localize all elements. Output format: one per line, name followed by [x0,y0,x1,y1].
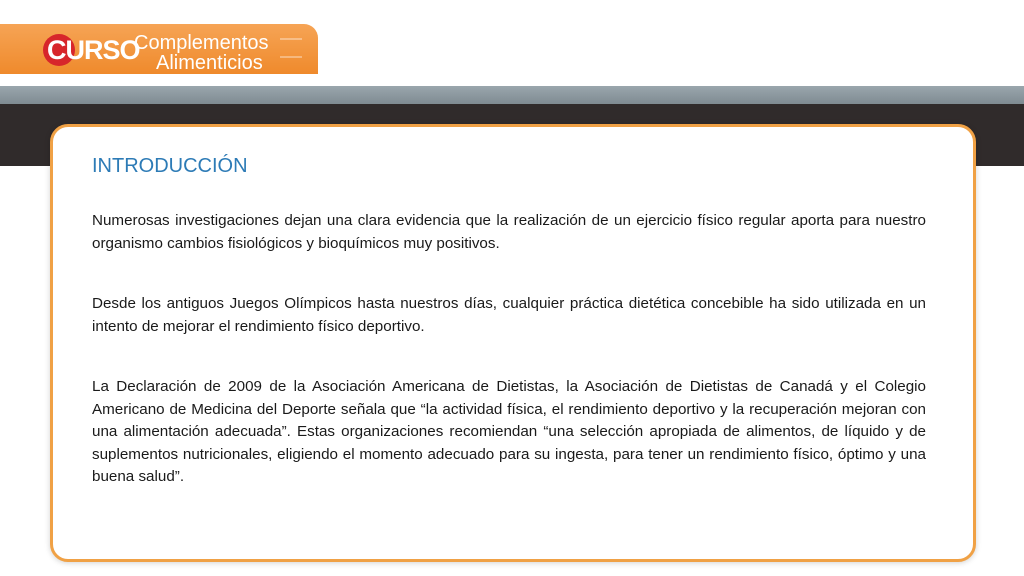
paragraph-2: Desde los antiguos Juegos Olímpicos hasta nuestros días, cualquier práctica dietética concebible ha sido utilizada en un intento de mejorar el rendimiento físico deportivo. [92,295,926,335]
course-title-line2: Alimenticios [156,52,263,74]
content-card [50,124,976,562]
paragraph-1: Numerosas investigaciones dejan una clara evidencia que la realización de un ejercicio físico regular aporta para nuestro organismo cambios fisiológicos y bioquímicos muy positivos. [92,212,926,252]
section-title: INTRODUCCIÓN [92,155,248,177]
paragraph-3: La Declaración de 2009 de la Asociación Americana de Dietistas, la Asociación de Dietistas de Canadá y el Colegio Americano de Medicina del Deporte señala que “la actividad física, el rendimiento deportivo y la recuperación mejoran con una alimentación adecuada”. Estas organizaciones recomiendan “una selección apropiada de alimentos, de líquido y de suplementos nutricionales, eligiendo el momento adecuado para su ingesta, para tener un rendimiento físico, óptimo y una buena salud”. [92,378,926,485]
header-gray-band [0,86,1024,104]
decorative-lines [280,38,302,58]
course-title [134,33,269,73]
course-logo-tab [0,24,318,74]
logo-word: CURSO [47,35,140,65]
course-title-line1: Complementos [134,32,269,54]
